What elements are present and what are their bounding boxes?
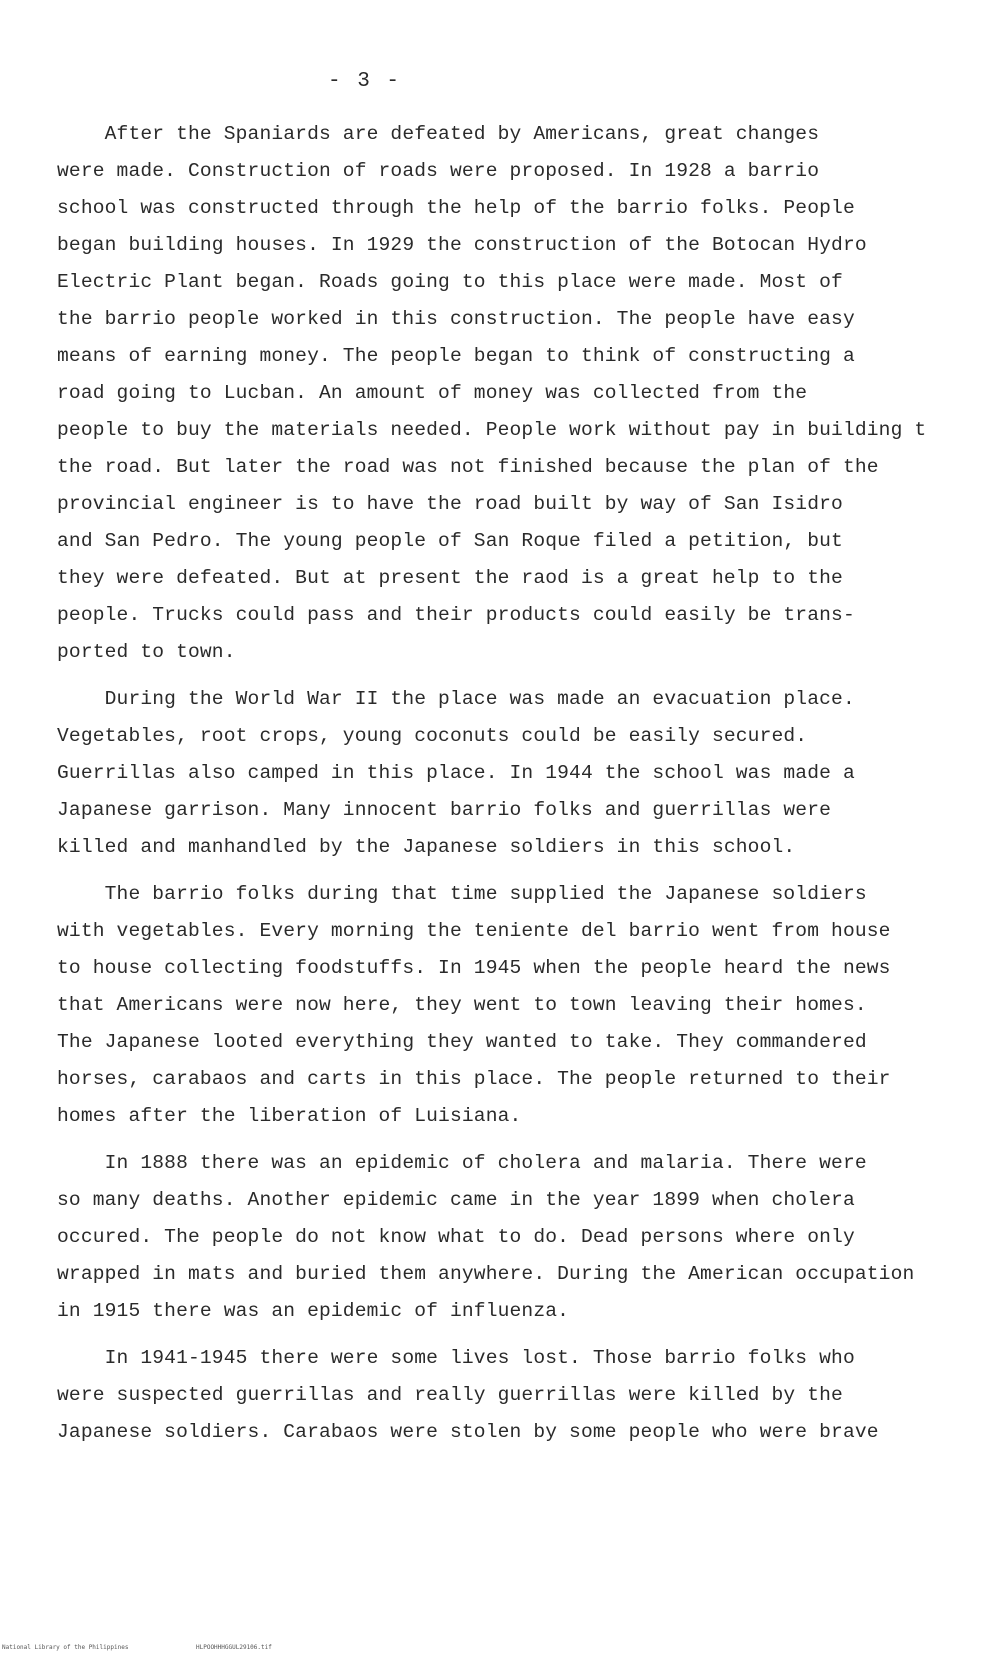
text-line: Japanese soldiers. Carabaos were stolen by some people who were brave [57,1421,879,1443]
text-line: In 1941-1945 there were some lives lost. Those barrio folks who [57,1347,855,1369]
text-line: the barrio people worked in this construction. The people have easy [57,308,855,330]
text-line: school was constructed through the help of the barrio folks. People [57,197,855,219]
text-line: homes after the liberation of Luisiana. [57,1105,522,1127]
text-line: the road. But later the road was not finished because the plan of the [57,456,879,478]
text-line: Vegetables, root crops, young coconuts could be easily secured. [57,725,808,747]
text-line: occured. The people do not know what to do. Dead persons where only [57,1226,855,1248]
text-line: so many deaths. Another epidemic came in the year 1899 when cholera [57,1189,855,1211]
text-line: were suspected guerrillas and really guerrillas were killed by the [57,1384,843,1406]
paragraph [57,876,957,1135]
text-line: and San Pedro. The young people of San Roque filed a petition, but [57,530,843,552]
document-body [57,116,957,1451]
text-line: Japanese garrison. Many innocent barrio folks and guerrillas were [57,799,832,821]
text-line: provincial engineer is to have the road built by way of San Isidro [57,493,843,515]
text-line: began building houses. In 1929 the construction of the Botocan Hydro [57,234,867,256]
text-line: people to buy the materials needed. People work without pay in building t [57,419,927,441]
text-line: wrapped in mats and buried them anywhere. During the American occupation [57,1263,915,1285]
paragraph [57,681,957,866]
text-line: killed and manhandled by the Japanese soldiers in this school. [57,836,796,858]
scan-filename: HLPOOHHHGGUL29106.tif [196,1644,272,1651]
text-line: they were defeated. But at present the raod is a great help to the [57,567,843,589]
text-line: The Japanese looted everything they wanted to take. They commandered [57,1031,867,1053]
paragraph [57,1340,957,1451]
text-line: people. Trucks could pass and their products could easily be trans- [57,604,855,626]
text-line: to house collecting foodstuffs. In 1945 when the people heard the news [57,957,891,979]
text-line: In 1888 there was an epidemic of cholera and malaria. There were [57,1152,867,1174]
text-line: During the World War II the place was made an evacuation place. [57,688,855,710]
text-line: After the Spaniards are defeated by Americans, great changes [57,123,820,145]
text-line: Electric Plant began. Roads going to this place were made. Most of [57,271,843,293]
text-line: ported to town. [57,641,236,663]
scan-footer [0,1644,987,1672]
text-line: with vegetables. Every morning the teniente del barrio went from house [57,920,891,942]
paragraph [57,116,957,671]
text-line: were made. Construction of roads were proposed. In 1928 a barrio [57,160,820,182]
text-line: that Americans were now here, they went to town leaving their homes. [57,994,867,1016]
library-credit: National Library of the Philippines [2,1644,129,1651]
paragraph [57,1145,957,1330]
text-line: means of earning money. The people began to think of constructing a [57,345,855,367]
text-line: horses, carabaos and carts in this place. The people returned to their [57,1068,891,1090]
text-line: Guerrillas also camped in this place. In 1944 the school was made a [57,762,855,784]
text-line: The barrio folks during that time supplied the Japanese soldiers [57,883,867,905]
text-line: road going to Lucban. An amount of money was collected from the [57,382,808,404]
page-number: - 3 - [328,70,402,93]
text-line: in 1915 there was an epidemic of influenza. [57,1300,570,1322]
